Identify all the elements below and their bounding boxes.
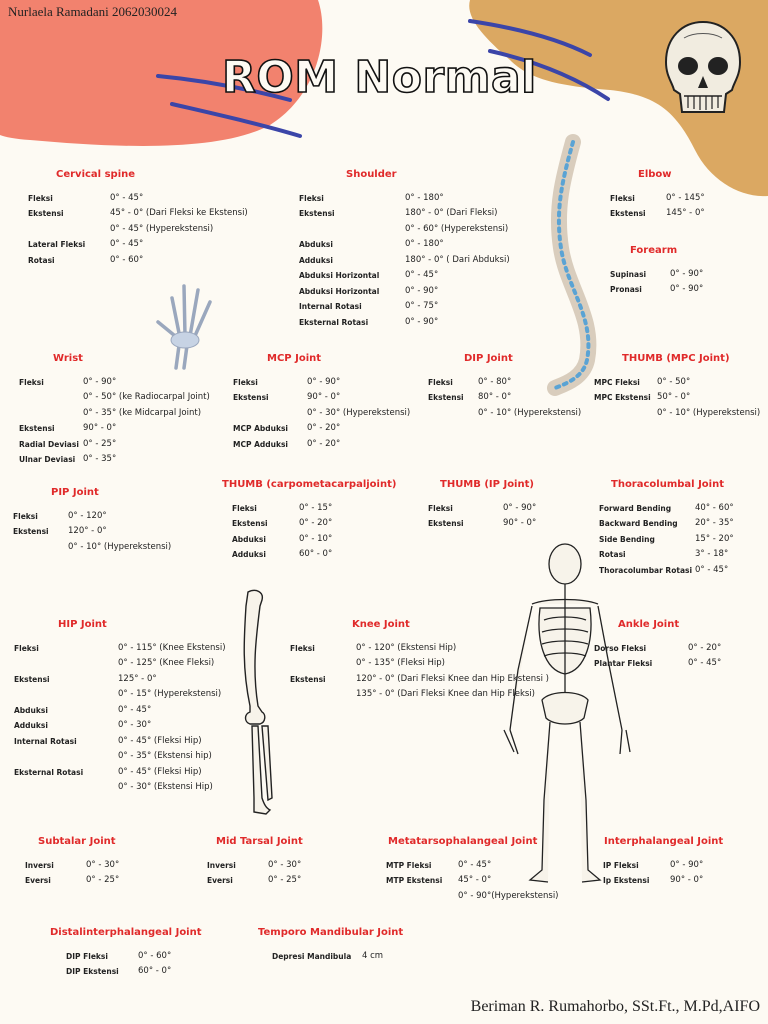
section-title-thumb-cmc: THUMB (carpometacarpaljoint): [222, 479, 397, 490]
rom-row: [299, 206, 510, 222]
rom-row: [599, 516, 734, 532]
rom-row-label: Ekstensi: [13, 527, 49, 536]
rom-row-value: 90° - 0°: [83, 423, 117, 433]
rom-row-label: IP Fleksi: [603, 860, 639, 870]
rom-row-value: 0° - 60° (Hyperekstensi): [405, 223, 509, 234]
rom-row-label: DIP Fleksi: [66, 951, 108, 961]
header-author: Nurlaela Ramadani 2062030024: [8, 4, 177, 19]
rom-row-value: 0° - 20°: [299, 518, 333, 528]
rom-row: [25, 873, 119, 889]
section-title-thumb-ip-joint: THUMB (IP Joint): [440, 479, 534, 490]
rom-row-label: Forward Bending: [599, 503, 672, 513]
rom-row: [603, 873, 723, 889]
rom-row-value: 0° - 50° (ke Radiocarpal Joint): [83, 392, 210, 402]
rom-row-label: Ekstensi: [428, 393, 464, 402]
rom-row-value: 0° - 50°: [657, 376, 691, 387]
rom-row: [233, 421, 410, 437]
rom-row: [610, 267, 703, 283]
rom-row: [232, 501, 396, 517]
rom-row: [13, 509, 171, 525]
rom-row: [386, 873, 559, 889]
rom-row: [19, 437, 210, 453]
rom-row-value: 4 cm: [362, 950, 384, 961]
section-metatarsophalangeal-joint: [386, 834, 559, 904]
rom-row-label: MPC Fleksi: [594, 377, 640, 387]
rom-row-value: 0° - 30° (Ekstensi Hip): [118, 782, 213, 792]
rom-row: [610, 206, 705, 222]
rom-row: [232, 547, 396, 563]
rom-row-label: Fleksi: [14, 643, 39, 653]
page-title: ROM Normal: [222, 52, 537, 103]
rom-row: [594, 656, 721, 672]
rom-row-value: 145° - 0°: [666, 208, 705, 218]
rom-row: [594, 641, 721, 657]
rom-row: [13, 540, 171, 556]
section-title-subtalar-joint: Subtalar Joint: [38, 836, 116, 847]
footer-credit: Beriman R. Rumahorbo, SSt.Ft., M.Pd,AIFO: [470, 998, 760, 1015]
rom-row: [28, 237, 248, 253]
rom-row: [14, 749, 226, 765]
section-thumb-cmc: [222, 477, 397, 563]
section-title-thoracolumbal-joint: Thoracolumbal Joint: [611, 479, 724, 490]
section-title-interphalangeal-joint: Interphalangeal Joint: [604, 836, 724, 847]
rom-row: [299, 284, 510, 300]
rom-row: [290, 656, 549, 672]
rom-row-value: 0° - 45° (Fleksi Hip): [118, 735, 202, 746]
rom-row-label: MCP Abduksi: [233, 424, 288, 433]
rom-row: [428, 406, 581, 422]
rom-row: [14, 780, 226, 796]
rom-row-value: 0° - 90°: [405, 285, 439, 296]
rom-row: [233, 437, 410, 453]
section-wrist: [19, 351, 210, 468]
rom-row: [386, 858, 559, 874]
rom-row: [14, 718, 226, 734]
rom-row-label: Fleksi: [428, 503, 453, 513]
section-title-knee-joint: Knee Joint: [352, 619, 410, 630]
rom-row: [232, 532, 396, 548]
rom-row-label: [28, 222, 110, 238]
section-cervical-spine: [28, 167, 248, 268]
leg-bone-icon: [232, 588, 287, 818]
rom-row: [14, 734, 226, 750]
rom-row: [599, 563, 734, 579]
rom-row-value: 0° - 180°: [405, 192, 444, 203]
section-title-mid-tarsal-joint: Mid Tarsal Joint: [216, 836, 303, 847]
rom-row: [299, 222, 510, 238]
rom-row-label: Ekstensi: [233, 393, 269, 402]
rom-row-value: 0° - 75°: [405, 301, 439, 311]
rom-row-label: Abduksi: [299, 240, 333, 249]
rom-row-label: Thoracolumbar Rotasi: [599, 565, 693, 575]
rom-row-label: MTP Fleksi: [386, 860, 432, 870]
rom-row-label: Eksternal Rotasi: [14, 767, 84, 777]
rom-row-value: 20° - 35°: [695, 518, 734, 528]
section-title-mcp-joint: MCP Joint: [267, 353, 322, 364]
rom-row-value: 180° - 0° (Dari Fleksi): [405, 208, 498, 218]
rom-row: [19, 375, 210, 391]
section-thumb-mpc-joint: [594, 351, 760, 421]
section-title-pip-joint: PIP Joint: [51, 487, 99, 498]
rom-row: [299, 191, 510, 207]
rom-row-value: 0° - 25°: [86, 875, 120, 885]
rom-row-value: 45° - 0° (Dari Fleksi ke Ekstensi): [110, 208, 248, 218]
section-thumb-ip-joint: [428, 477, 536, 532]
rom-row-value: 0° - 10°: [299, 533, 333, 544]
rom-row-value: 0° - 135° (Fleksi Hip): [356, 658, 445, 668]
rom-row-label: Ekstensi: [232, 519, 268, 528]
rom-row-value: 45° - 0°: [458, 875, 492, 885]
rom-row: [594, 390, 760, 406]
rom-row-value: 0° - 90°: [670, 268, 704, 279]
rom-row: [14, 687, 226, 703]
rom-row-label: [594, 406, 657, 422]
rom-row: [290, 641, 549, 657]
rom-row: [594, 375, 760, 391]
rom-row-value: 90° - 0°: [307, 392, 341, 402]
rom-row-value: 0° - 180°: [405, 239, 444, 249]
rom-row-value: 3° - 18°: [695, 549, 729, 559]
rom-row-value: 0° - 20°: [688, 642, 722, 653]
rom-row-label: Ulnar Deviasi: [19, 455, 76, 464]
rom-row-label: Adduksi: [299, 255, 333, 265]
section-title-distal-interphalangeal-joint: Distalinterphalangeal Joint: [50, 927, 202, 938]
section-title-metatarsophalangeal-joint: Metatarsophalangeal Joint: [388, 836, 538, 847]
rom-row: [13, 524, 171, 540]
rom-row-label: Ekstensi: [19, 424, 55, 433]
section-mcp-joint: [233, 351, 410, 452]
rom-row-value: 0° - 45°: [118, 704, 152, 715]
section-subtalar-joint: [25, 834, 119, 889]
rom-row: [610, 191, 705, 207]
rom-row: [599, 501, 734, 517]
rom-row-value: 180° - 0° ( Dari Abduksi): [405, 254, 510, 265]
rom-row-label: Fleksi: [28, 193, 53, 203]
rom-row: [28, 206, 248, 222]
rom-row: [14, 656, 226, 672]
rom-row: [290, 687, 549, 703]
rom-row-value: 0° - 45°: [405, 270, 439, 280]
rom-row-value: 15° - 20°: [695, 533, 734, 544]
section-title-hip-joint: HIP Joint: [58, 619, 107, 630]
rom-row-value: 0° - 90°(Hyperekstensi): [458, 890, 559, 901]
rom-row-label: [233, 406, 307, 422]
rom-row: [14, 765, 226, 781]
rom-row-label: [14, 656, 118, 672]
rom-row-label: Fleksi: [290, 643, 315, 653]
section-knee-joint: [290, 617, 549, 703]
rom-row-label: Ekstensi: [28, 209, 64, 218]
rom-row-label: Internal Rotasi: [299, 302, 362, 311]
rom-row: [14, 703, 226, 719]
rom-row-value: 0° - 10° (Hyperekstensi): [478, 407, 582, 418]
rom-row-value: 0° - 60°: [138, 950, 172, 961]
rom-row: [14, 641, 226, 657]
rom-row-label: Fleksi: [299, 193, 324, 203]
rom-row: [19, 421, 210, 437]
rom-row: [428, 516, 536, 532]
section-title-ankle-joint: Ankle Joint: [618, 619, 680, 630]
rom-row-label: Inversi: [207, 860, 236, 870]
section-title-shoulder: Shoulder: [346, 169, 397, 180]
rom-row-label: [290, 656, 356, 672]
section-title-temporo-mandibular-joint: Temporo Mandibular Joint: [258, 927, 404, 938]
rom-row-label: [299, 222, 405, 238]
section-title-elbow: Elbow: [638, 169, 672, 180]
rom-row: [19, 406, 210, 422]
rom-row: [66, 964, 202, 980]
rom-row-value: 0° - 10° (Hyperekstensi): [68, 541, 172, 552]
rom-row: [66, 949, 202, 965]
rom-row-value: 0° - 45° (Fleksi Hip): [118, 766, 202, 777]
rom-row: [233, 390, 410, 406]
section-title-forearm: Forearm: [630, 245, 678, 256]
rom-row-label: [428, 406, 478, 422]
rom-row-value: 0° - 35° (Ekstensi hip): [118, 751, 212, 761]
rom-row: [290, 672, 549, 688]
rom-row: [428, 501, 536, 517]
rom-row: [299, 299, 510, 315]
rom-row: [386, 889, 559, 905]
rom-row-value: 90° - 0°: [670, 875, 704, 885]
rom-row-value: 0° - 30°: [86, 859, 120, 870]
rom-row-label: Fleksi: [19, 377, 44, 387]
rom-row-label: Rotasi: [599, 550, 626, 559]
rom-row-value: 0° - 45°: [110, 239, 144, 249]
section-hip-joint: [14, 617, 226, 796]
rom-row: [428, 375, 581, 391]
rom-row-label: Fleksi: [13, 511, 38, 521]
rom-row-value: 0° - 20°: [307, 423, 341, 433]
rom-row-value: 0° - 45°: [695, 564, 729, 575]
rom-row-value: 125° - 0°: [118, 673, 157, 684]
rom-row: [603, 858, 723, 874]
rom-row-label: Inversi: [25, 860, 54, 870]
rom-row-label: Ekstensi: [290, 674, 326, 684]
rom-row-value: 0° - 15°: [299, 502, 333, 513]
rom-row-label: [386, 889, 458, 905]
section-forearm: [610, 243, 703, 298]
section-title-dip-joint: DIP Joint: [464, 353, 513, 364]
rom-row-value: 0° - 90°: [307, 376, 341, 387]
rom-row: [19, 452, 210, 468]
rom-row: [28, 253, 248, 269]
rom-row-label: Dorso Fleksi: [594, 643, 647, 653]
section-mid-tarsal-joint: [207, 834, 303, 889]
rom-row-label: [290, 687, 356, 703]
rom-row-value: 0° - 120° (Ekstensi Hip): [356, 642, 457, 653]
rom-row-label: Adduksi: [232, 550, 266, 559]
rom-row-value: 80° - 0°: [478, 392, 512, 402]
rom-row-label: MPC Ekstensi: [594, 393, 651, 402]
rom-row-label: Side Bending: [599, 534, 655, 544]
rom-row-label: Eversi: [207, 876, 233, 885]
rom-row: [599, 532, 734, 548]
rom-row-label: Eksternal Rotasi: [299, 317, 369, 327]
rom-row: [610, 282, 703, 298]
rom-row-value: 60° - 0°: [138, 966, 172, 976]
rom-row-label: Plantar Fleksi: [594, 659, 653, 668]
rom-row-value: 0° - 20°: [307, 438, 341, 449]
rom-row-label: Ip Ekstensi: [603, 876, 650, 885]
rom-row-value: 0° - 30°: [118, 720, 152, 730]
section-pip-joint: [13, 485, 171, 555]
rom-row: [299, 253, 510, 269]
rom-row-label: Ekstensi: [428, 519, 464, 528]
rom-row-label: Abduksi Horizontal: [299, 271, 380, 280]
rom-row-value: 0° - 90°: [670, 284, 704, 294]
section-interphalangeal-joint: [603, 834, 723, 889]
rom-row: [233, 406, 410, 422]
rom-row-value: 0° - 80°: [478, 376, 512, 387]
rom-row-value: 0° - 60°: [110, 254, 144, 265]
rom-row: [207, 873, 303, 889]
rom-row-value: 0° - 115° (Knee Ekstensi): [118, 642, 226, 653]
rom-row-value: 40° - 60°: [695, 502, 734, 513]
rom-row: [207, 858, 303, 874]
section-title-thumb-mpc-joint: THUMB (MPC Joint): [622, 353, 730, 364]
rom-row-value: 120° - 0°: [68, 526, 107, 536]
rom-row-label: Fleksi: [428, 377, 453, 387]
rom-row-label: Backward Bending: [599, 519, 678, 528]
section-title-wrist: Wrist: [53, 353, 83, 364]
rom-row: [25, 858, 119, 874]
rom-row: [233, 375, 410, 391]
rom-row-value: 90° - 0°: [503, 518, 537, 528]
section-title-cervical-spine: Cervical spine: [56, 169, 136, 180]
rom-row-label: Rotasi: [28, 255, 55, 265]
rom-row-label: MCP Adduksi: [233, 439, 288, 449]
rom-row-label: [13, 540, 68, 556]
rom-row-value: 0° - 10° (Hyperekstensi): [657, 407, 761, 418]
rom-row-label: Abduksi Horizontal: [299, 286, 380, 296]
rom-row-label: Abduksi: [14, 705, 48, 715]
rom-row: [272, 949, 403, 965]
rom-row-value: 50° - 0°: [657, 392, 691, 402]
rom-row-value: 0° - 45° (Hyperekstensi): [110, 223, 214, 234]
section-dip-joint: [428, 351, 581, 421]
rom-row-value: 60° - 0°: [299, 549, 333, 559]
rom-row-label: Fleksi: [233, 377, 258, 387]
rom-row-value: 0° - 145°: [666, 192, 705, 203]
rom-row-value: 0° - 90°: [405, 316, 439, 327]
rom-row-value: 0° - 125° (Knee Fleksi): [118, 658, 215, 668]
rom-row-label: [19, 390, 83, 406]
rom-row: [299, 315, 510, 331]
rom-row-label: Abduksi: [232, 534, 266, 544]
rom-row-value: 120° - 0° (Dari Fleksi Knee dan Hip Ekstensi ): [356, 673, 549, 684]
rom-row: [594, 406, 760, 422]
rom-row: [428, 390, 581, 406]
rom-row-label: Adduksi: [14, 721, 48, 730]
rom-row-value: 0° - 25°: [268, 875, 302, 885]
rom-row-label: DIP Ekstensi: [66, 967, 119, 976]
rom-row-value: 0° - 15° (Hyperekstensi): [118, 689, 222, 699]
rom-row-label: [19, 406, 83, 422]
rom-row-value: 0° - 45°: [110, 192, 144, 203]
rom-row-value: 0° - 90°: [503, 502, 537, 513]
rom-row-value: 0° - 90°: [83, 376, 117, 387]
rom-row-label: Ekstensi: [610, 209, 646, 218]
section-elbow: [610, 167, 705, 222]
rom-row-value: 0° - 25°: [83, 438, 117, 449]
rom-row-label: Radial Deviasi: [19, 439, 79, 449]
rom-row: [599, 547, 734, 563]
rom-row-label: [14, 687, 118, 703]
rom-row-label: Eversi: [25, 876, 51, 885]
rom-row-value: 0° - 120°: [68, 510, 107, 521]
rom-row-label: Pronasi: [610, 285, 642, 294]
rom-row-label: MTP Ekstensi: [386, 876, 443, 885]
rom-row-value: 0° - 35° (ke Midcarpal Joint): [83, 407, 202, 418]
rom-row: [299, 237, 510, 253]
rom-row-label: Depresi Mandibula: [272, 951, 352, 961]
rom-row-value: 0° - 30°: [268, 859, 302, 870]
rom-row-value: 0° - 35°: [83, 454, 117, 464]
section-distal-interphalangeal-joint: [50, 925, 202, 980]
rom-row-value: 0° - 90°: [670, 859, 704, 870]
section-ankle-joint: [594, 617, 721, 672]
rom-row-label: Internal Rotasi: [14, 736, 77, 746]
rom-row-value: 135° - 0° (Dari Fleksi Knee dan Hip Fleksi): [356, 689, 536, 699]
rom-row: [28, 191, 248, 207]
section-shoulder: [299, 167, 510, 330]
rom-row: [28, 222, 248, 238]
rom-row: [19, 390, 210, 406]
rom-row-label: Lateral Fleksi: [28, 240, 86, 249]
rom-row-label: Fleksi: [232, 503, 257, 513]
section-temporo-mandibular-joint: [258, 925, 404, 964]
rom-row: [299, 268, 510, 284]
rom-row-label: Fleksi: [610, 193, 635, 203]
section-thoracolumbal-joint: [599, 477, 734, 578]
rom-row-label: [14, 749, 118, 765]
rom-row: [232, 516, 396, 532]
rom-row: [14, 672, 226, 688]
rom-row-label: [14, 780, 118, 796]
rom-row-value: 0° - 45°: [688, 658, 722, 668]
rom-row-label: Ekstensi: [14, 674, 50, 684]
skull-icon: [664, 20, 742, 116]
rom-row-label: Ekstensi: [299, 209, 335, 218]
rom-row-value: 0° - 30° (Hyperekstensi): [307, 407, 411, 418]
rom-row-label: Supinasi: [610, 269, 647, 279]
rom-row-value: 0° - 45°: [458, 859, 492, 870]
